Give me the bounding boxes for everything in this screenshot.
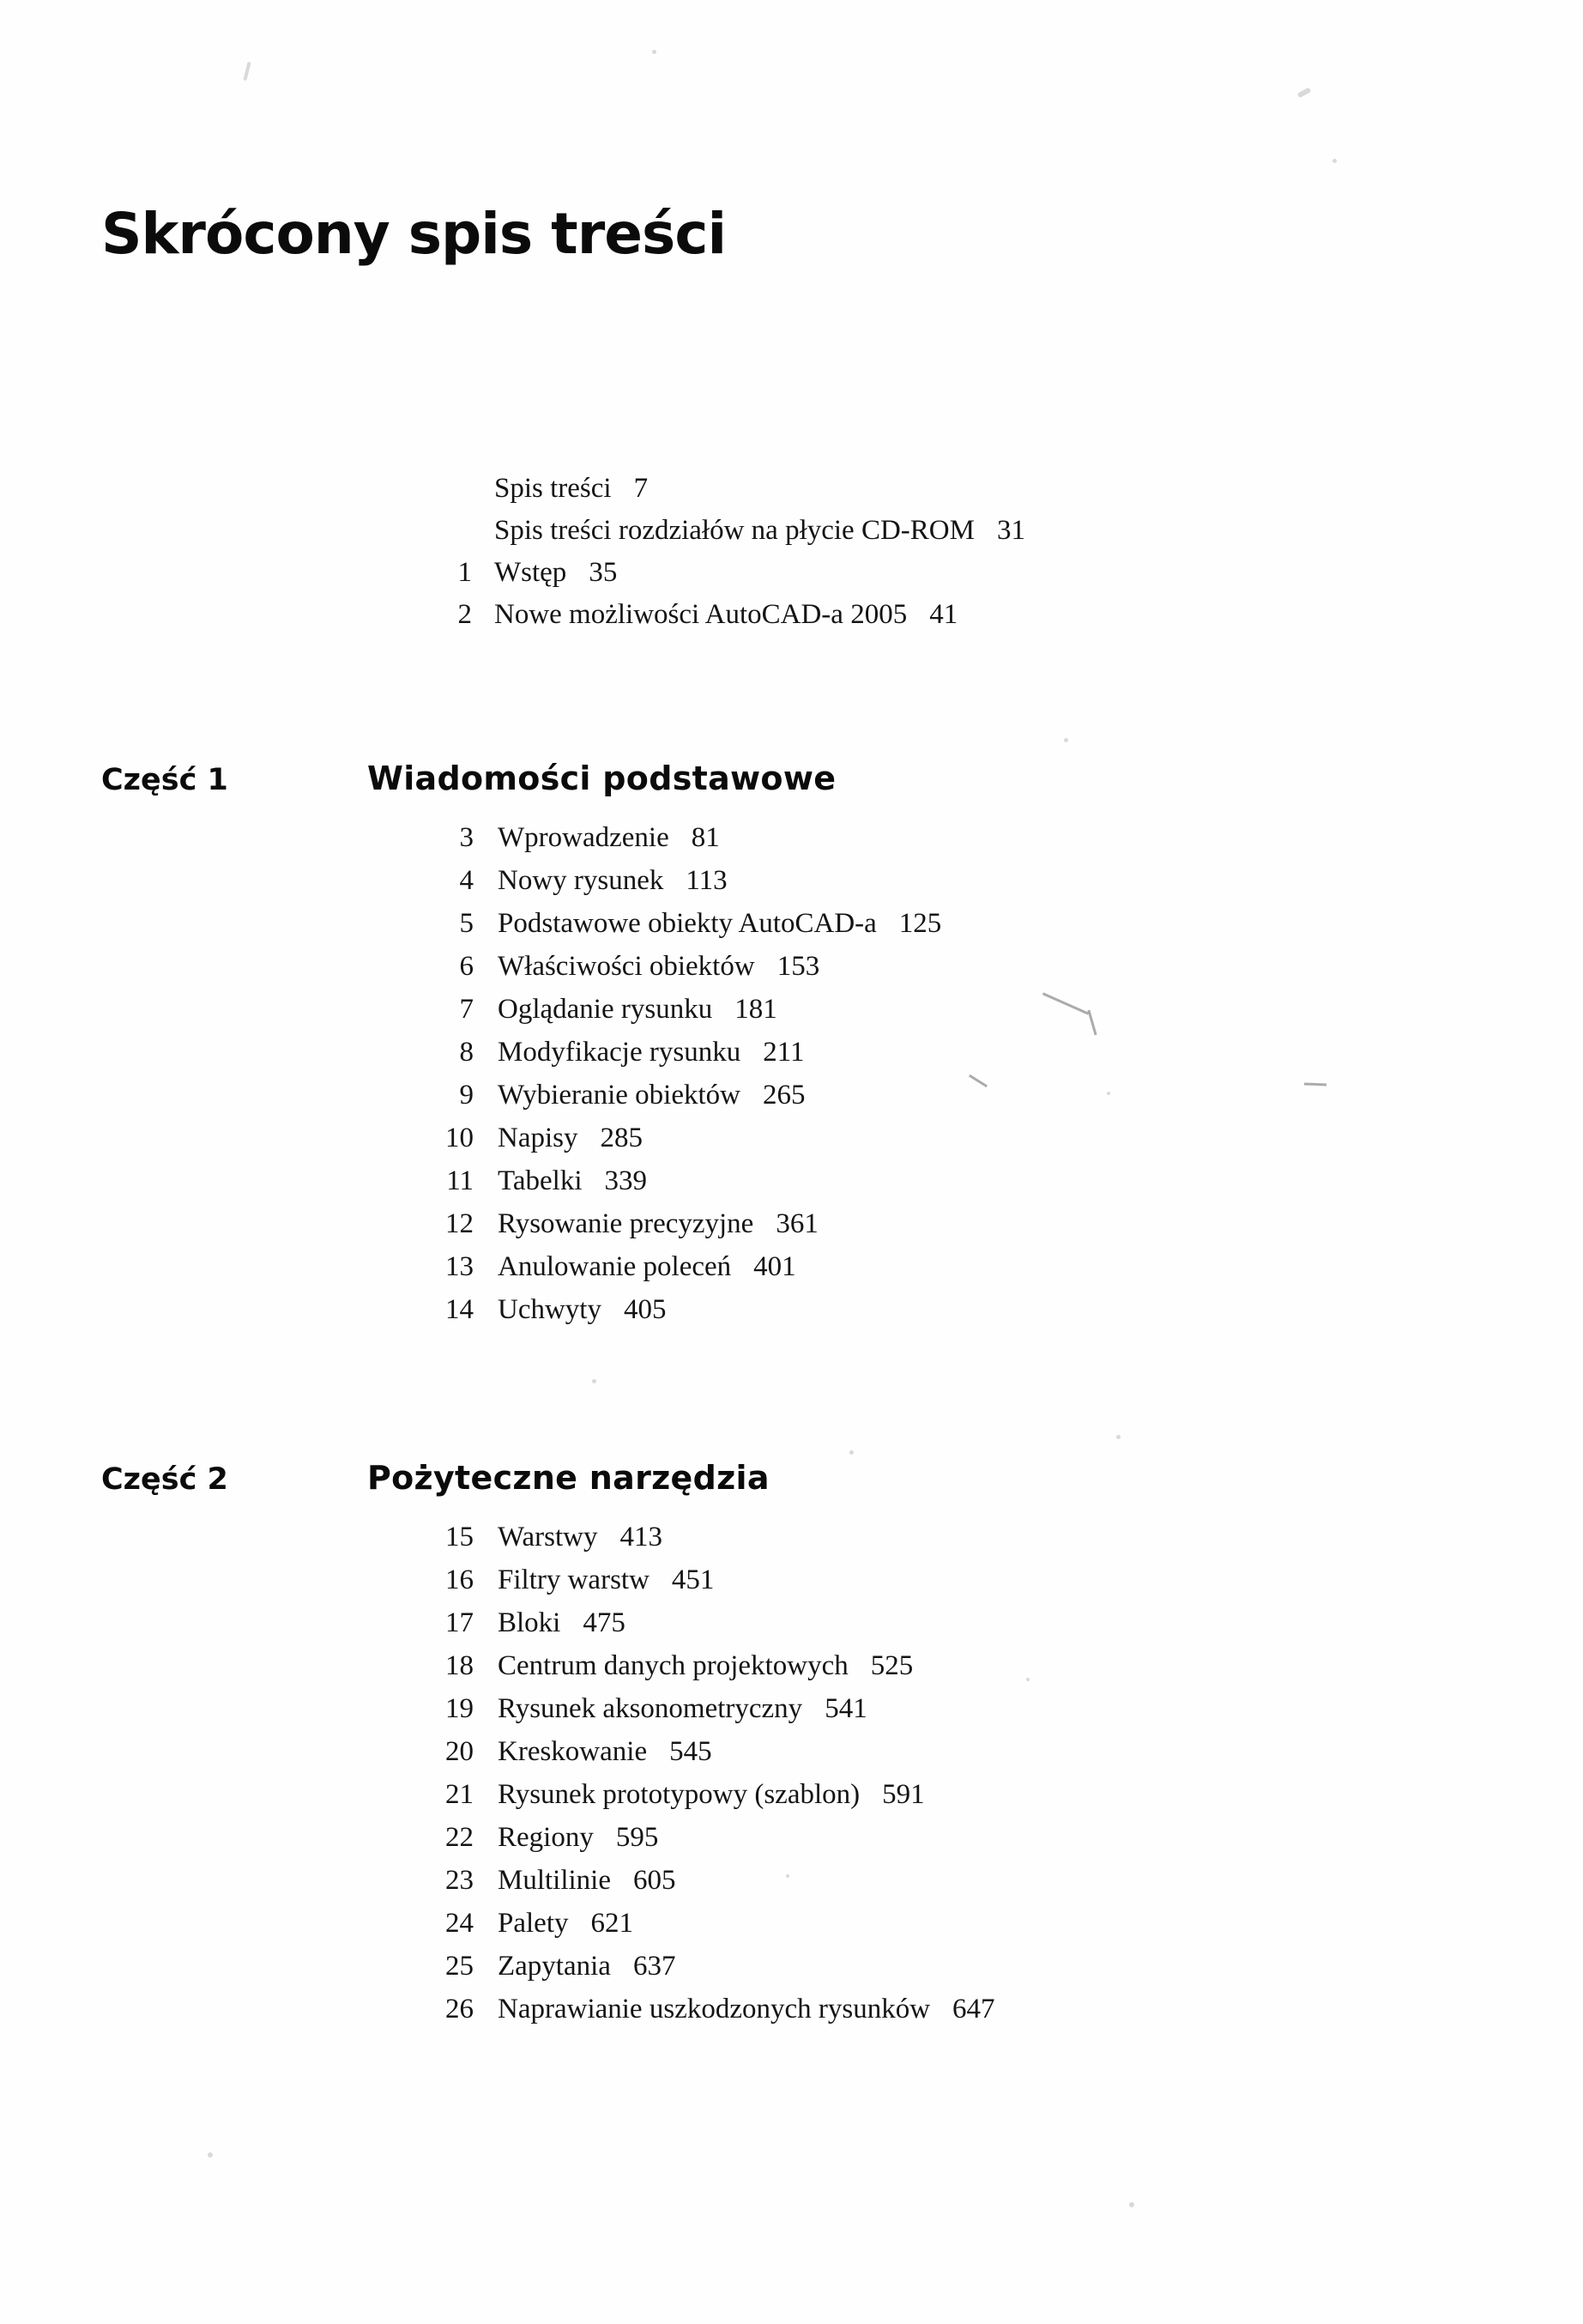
chapter-number: 13 [445, 1251, 474, 1282]
chapter-page: 405 [623, 1294, 667, 1325]
chapter-row[interactable] [403, 1558, 1491, 1601]
chapter-row[interactable] [403, 1816, 1491, 1859]
chapter-number: 6 [459, 951, 474, 982]
chapter-number: 26 [445, 1994, 474, 2024]
scan-speck [849, 1450, 854, 1455]
chapter-page: 361 [776, 1208, 819, 1239]
front-matter-number: 2 [457, 599, 472, 630]
chapter-title: Oglądanie rysunku [498, 994, 713, 1025]
chapter-page: 475 [583, 1607, 625, 1638]
front-matter-label: Nowe możliwości AutoCAD-a 2005 [494, 599, 908, 630]
chapter-number: 16 [445, 1564, 474, 1595]
front-matter-row[interactable] [403, 468, 1347, 510]
chapter-row[interactable] [403, 1601, 1491, 1644]
scan-speck [1297, 88, 1312, 99]
chapter-number: 11 [446, 1165, 474, 1196]
chapter-title: Palety [498, 1908, 569, 1939]
chapter-title: Nowy rysunek [498, 865, 664, 896]
chapter-page: 339 [604, 1165, 647, 1196]
front-matter-label: Spis treści [494, 473, 612, 504]
chapter-page: 285 [600, 1123, 643, 1153]
chapter-row[interactable] [403, 945, 1491, 988]
front-matter-page: 35 [589, 557, 618, 588]
scan-speck [208, 2152, 213, 2158]
part-heading [101, 760, 1491, 797]
chapter-title: Bloki [498, 1607, 561, 1638]
chapter-row[interactable] [403, 1644, 1491, 1687]
chapter-page: 81 [691, 822, 720, 853]
chapter-page: 181 [734, 994, 777, 1025]
chapter-row[interactable] [403, 1202, 1491, 1245]
chapter-row[interactable] [403, 1859, 1491, 1902]
chapter-number: 25 [445, 1951, 474, 1982]
chapter-row[interactable] [403, 1117, 1491, 1159]
chapter-row[interactable] [403, 902, 1491, 945]
chapter-title: Anulowanie poleceń [498, 1251, 732, 1282]
chapter-list [403, 1516, 1491, 2030]
part-title: Pożyteczne narzędzia [367, 1459, 770, 1497]
chapter-page: 621 [590, 1908, 633, 1939]
chapter-page: 265 [763, 1080, 806, 1111]
chapter-number: 17 [445, 1607, 474, 1638]
chapter-row[interactable] [403, 1687, 1491, 1730]
chapter-number: 23 [445, 1865, 474, 1896]
chapter-page: 413 [619, 1522, 662, 1552]
chapter-number: 10 [445, 1123, 474, 1153]
chapter-number: 15 [445, 1522, 474, 1552]
chapter-number: 18 [445, 1650, 474, 1681]
part-heading [101, 1459, 1491, 1497]
scan-speck [1332, 159, 1337, 163]
chapter-row[interactable] [403, 859, 1491, 902]
chapter-title: Tabelki [498, 1165, 583, 1196]
scan-speck [592, 1379, 596, 1383]
part-label: Część 2 [101, 1462, 228, 1497]
part-section-2 [101, 1459, 1491, 2030]
chapter-page: 545 [669, 1736, 712, 1767]
chapter-title: Napisy [498, 1123, 578, 1153]
chapter-title: Multilinie [498, 1865, 611, 1896]
chapter-page: 451 [671, 1564, 715, 1595]
scan-speck [652, 50, 656, 54]
chapter-page: 637 [632, 1951, 676, 1982]
chapter-number: 14 [445, 1294, 474, 1325]
front-matter-page: 31 [996, 515, 1025, 546]
chapter-page: 541 [825, 1693, 867, 1724]
chapter-row[interactable] [403, 1902, 1491, 1945]
chapter-title: Wybieranie obiektów [498, 1080, 740, 1111]
chapter-row[interactable] [403, 1031, 1491, 1074]
chapter-title: Centrum danych projektowych [498, 1650, 849, 1681]
scan-speck [243, 62, 251, 81]
chapter-title: Podstawowe obiekty AutoCAD-a [498, 908, 877, 939]
chapter-page: 595 [615, 1822, 659, 1853]
chapter-row[interactable] [403, 1988, 1491, 2030]
chapter-row[interactable] [403, 1245, 1491, 1288]
front-matter-row[interactable] [403, 552, 1347, 594]
chapter-title: Filtry warstw [498, 1564, 650, 1595]
chapter-number: 22 [445, 1822, 474, 1853]
chapter-number: 24 [445, 1908, 474, 1939]
scan-speck [1064, 738, 1068, 742]
front-matter-list [403, 468, 1347, 636]
chapter-title: Zapytania [498, 1951, 611, 1982]
chapter-row[interactable] [403, 1159, 1491, 1202]
chapter-page: 153 [776, 951, 820, 982]
chapter-title: Właściwości obiektów [498, 951, 755, 982]
chapter-number: 19 [445, 1693, 474, 1724]
chapter-title: Naprawianie uszkodzonych rysunków [498, 1994, 931, 2024]
chapter-page: 591 [882, 1779, 925, 1810]
chapter-number: 4 [459, 865, 474, 896]
chapter-row[interactable] [403, 1945, 1491, 1988]
chapter-title: Rysunek prototypowy (szablon) [498, 1779, 861, 1810]
chapter-title: Regiony [498, 1822, 594, 1853]
chapter-title: Uchwyty [498, 1294, 601, 1325]
chapter-title: Wprowadzenie [498, 822, 669, 853]
page-title: Skrócony spis treści [101, 201, 727, 268]
chapter-number: 3 [459, 822, 474, 853]
chapter-number: 9 [459, 1080, 474, 1111]
chapter-number: 21 [445, 1779, 474, 1810]
scan-speck [1116, 1435, 1121, 1439]
chapter-page: 401 [753, 1251, 796, 1282]
chapter-page: 647 [952, 1994, 995, 2024]
chapter-row[interactable] [403, 1288, 1491, 1331]
front-matter-number: 1 [457, 557, 472, 588]
chapter-page: 211 [763, 1037, 805, 1068]
chapter-number: 20 [445, 1736, 474, 1767]
chapter-row[interactable] [403, 1074, 1491, 1117]
front-matter-label: Wstęp [494, 557, 567, 588]
chapter-row[interactable] [403, 1516, 1491, 1558]
front-matter-page: 7 [633, 473, 649, 504]
chapter-page: 525 [870, 1650, 914, 1681]
chapter-number: 7 [459, 994, 474, 1025]
chapter-number: 12 [445, 1208, 474, 1239]
chapter-row[interactable] [403, 1730, 1491, 1773]
front-matter-page: 41 [929, 599, 958, 630]
chapter-number: 8 [459, 1037, 474, 1068]
chapter-title: Modyfikacje rysunku [498, 1037, 741, 1068]
front-matter-label: Spis treści rozdziałów na płycie CD-ROM [494, 515, 975, 546]
chapter-row[interactable] [403, 988, 1491, 1031]
scan-speck [1129, 2202, 1134, 2207]
chapter-row[interactable] [403, 816, 1491, 859]
part-title: Wiadomości podstawowe [367, 760, 837, 797]
chapter-row[interactable] [403, 1773, 1491, 1816]
chapter-title: Rysunek aksonometryczny [498, 1693, 803, 1724]
front-matter-row[interactable] [403, 594, 1347, 636]
chapter-page: 113 [686, 865, 728, 896]
chapter-title: Rysowanie precyzyjne [498, 1208, 754, 1239]
chapter-page: 605 [633, 1865, 676, 1896]
part-section-1 [101, 760, 1491, 1331]
chapter-list [403, 816, 1491, 1331]
chapter-title: Kreskowanie [498, 1736, 648, 1767]
part-label: Część 1 [101, 763, 228, 797]
chapter-page: 125 [898, 908, 942, 939]
chapter-number: 5 [459, 908, 474, 939]
front-matter-row[interactable] [403, 510, 1347, 552]
chapter-title: Warstwy [498, 1522, 598, 1552]
